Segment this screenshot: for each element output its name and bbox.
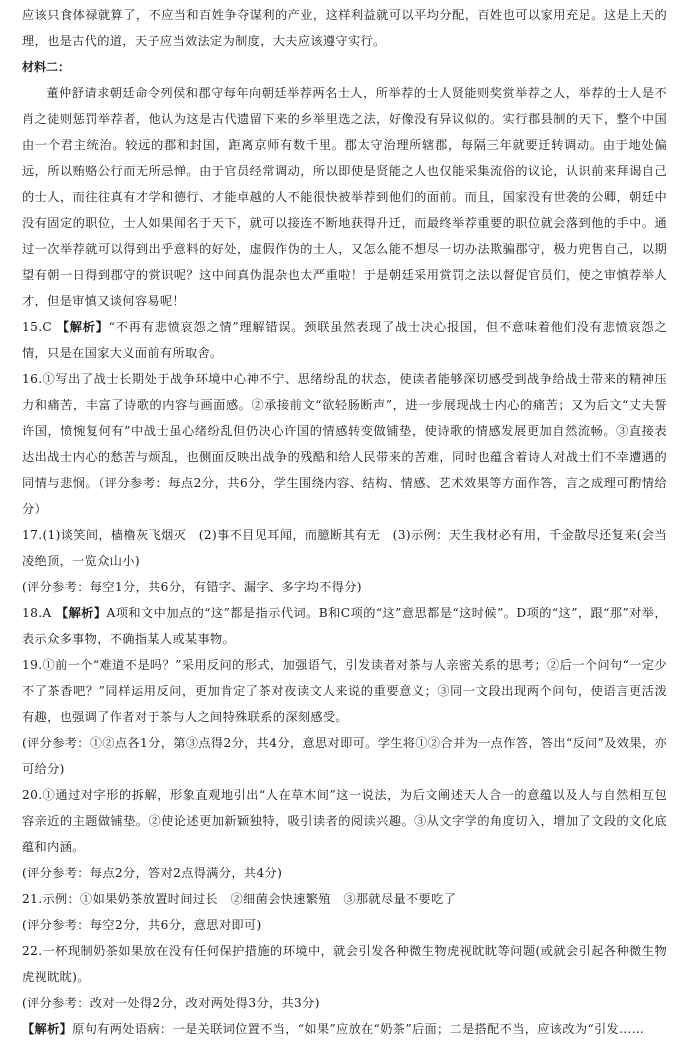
answer-number: 19.: [22, 658, 43, 672]
final-analysis-text: 原句有两处语病：一是关联词位置不当，“如果”应放在“奶茶”后面；二是搭配不当，应该改为“引发……: [72, 1022, 645, 1036]
material-2-body: 董仲舒请求朝廷命令列侯和郡守每年向朝廷举荐两名士人，所举荐的士人贤能则奖赏举荐之人，举荐的士人是不肖之徒则惩罚举荐者，他认为这是古代遗留下来的乡举里选之法，好像没有异议似的。实行郡县制的天下，整个中国由一个君主统治。较远的郡和封国，距离京师有数千里。郡太守治理所辖郡，每隔三年就要迁转调动。由于地处偏远，所以贿赂公行而无所忌惮。由于官员经常调动，所以即使是贤能之人也仅能采集流俗的议论，认识前来拜谒自己的士人，而往往真有才学和德行、才能卓越的人不能很快被举荐到他们的面前。而且，国家没有世袭的公卿，朝廷中没有固定的职位，士人如果闻名于天下，就可以接连不断地获得升迁，而最终举荐重要的职位就会落到他的手中。通过一次举荐就可以得到出乎意料的好处，虚假作伪的士人，又怎么能不想尽一切办法欺骗郡守，极力兜售自己，以期望有朝一日得到郡守的赏识呢？这中间真伪混杂也太严重啦！于是朝廷采用赏罚之法以督促官员们，使之审慎荐举人才，但是审慎又谈何容易呢！: [22, 86, 667, 308]
answer-22: [22, 938, 667, 990]
answer-text: ①写出了战士长期处于战争环境中心神不宁、思绪纷乱的状态，使读者能够深切感受到战争给战士带来的精神压力和痛苦，丰富了诗歌的内容与画面感。②承接前文“欲轻肠断声”，进一步展现战士内心的痛苦；又为后文“丈夫誓许国，愤惋复何有”中战士虽心绪纷乱但仍决心许国的情感转变做铺垫，使诗歌的情感发展更加自然流畅。③直接表达出战士内心的愁苦与烦乱，也侧面反映出战争的残酷和给人民带来的苦难，同时也蕴含着诗人对战士们不幸遭遇的同情与悲悯。（评分参考：每点2分，共6分，学生围绕内容、结构、情感、艺术效果等方面作答，言之成理可酌情给分）: [22, 372, 667, 516]
answer-19: [22, 652, 667, 730]
scoring-note-21: (评分参考：每空2分，共6分，意思对即可): [22, 918, 262, 932]
scoring-note-22: (评分参考：改对一处得2分，改对两处得3分，共3分): [22, 996, 320, 1010]
material-2-heading: 材料二：: [22, 60, 71, 74]
answer-text: 示例：①如果奶茶放置时间过长 ②细菌会快速繁殖 ③那就尽量不要吃了: [42, 892, 457, 906]
analysis-tag: 【解析】: [56, 320, 109, 334]
answer-text: ①通过对字形的拆解，形象直观地引出“人在草木间”这一说法，为后文阐述天人合一的意蕴以及人与自然相互包容亲近的主题做铺垫。②使论述更加新颖独特，吸引读者的阅读兴趣。③从文字学的角度切入，增加了文段的文化底蕴和内涵。: [22, 788, 667, 854]
analysis-tag: 【解析】: [22, 1022, 73, 1036]
scoring-note-19: (评分参考：①②点各1分，第③点得2分，共4分，意思对即可。学生将①②合并为一点作答，答出“反问”及效果，亦可给分): [22, 736, 667, 776]
scoring-note-20: (评分参考：每点2分，答对2点得满分，共4分): [22, 866, 283, 880]
answer-number: 18.A: [22, 606, 52, 620]
answer-number: 17.: [22, 528, 43, 542]
final-analysis: [22, 1016, 667, 1042]
answer-18: [22, 600, 667, 652]
answer-text: 一杯现制奶茶如果放在没有任何保护措施的环境中，就会引发各种微生物虎视眈眈等问题(或就会引起各种微生物虎视眈眈)。: [22, 944, 667, 984]
answer-number: 15.C: [22, 320, 53, 334]
answer-number: 22.: [22, 944, 43, 958]
answer-number: 16.: [22, 372, 43, 386]
answer-20: [22, 782, 667, 860]
answer-number: 21.: [22, 892, 43, 906]
answer-number: 20.: [22, 788, 43, 802]
answer-17: [22, 522, 667, 574]
answer-text: ①前一个“难道不是吗？”采用反问的形式，加强语气，引发读者对茶与人亲密关系的思考；②后一个问句“一定少不了茶香吧？”同样运用反问，更加肯定了茶对夜读文人来说的重要意义；③同一文段出现两个问句，使语言更活泼有趣，也强调了作者对于茶与人之间特殊联系的深刻感受。: [22, 658, 667, 724]
answer-21: [22, 886, 667, 912]
scoring-note-17: (评分参考：每空1分，共6分，有错字、漏字、多字均不得分): [22, 580, 362, 594]
answer-text: (1)谈笑间，樯橹灰飞烟灭 (2)事不目见耳闻，而臆断其有无 (3)示例：天生我材必有用，千金散尽还复来(会当凌绝顶，一览众山小): [22, 528, 667, 568]
answer-text: “不再有悲愤哀怨之情”理解错误。颈联虽然表现了战士决心报国，但不意味着他们没有悲愤哀怨之情，只是在国家大义面前有所取舍。: [22, 320, 667, 360]
top-paragraph: 应该只食体禄就算了，不应当和百姓争夺谋利的产业，这样利益就可以平均分配，百姓也可以家用充足。这是上天的理，也是古代的道，天子应当效法定为制度，大夫应该遵守实行。: [22, 8, 667, 48]
answer-16: [22, 366, 667, 522]
answer-text: A项和文中加点的“这”都是指示代词。B和C项的“这”意思都是“这时候”。D项的“这”，跟“那”对举，表示众多事物，不确指某人或某事物。: [22, 606, 667, 646]
analysis-tag: 【解析】: [55, 606, 107, 620]
answer-15: [22, 314, 667, 366]
